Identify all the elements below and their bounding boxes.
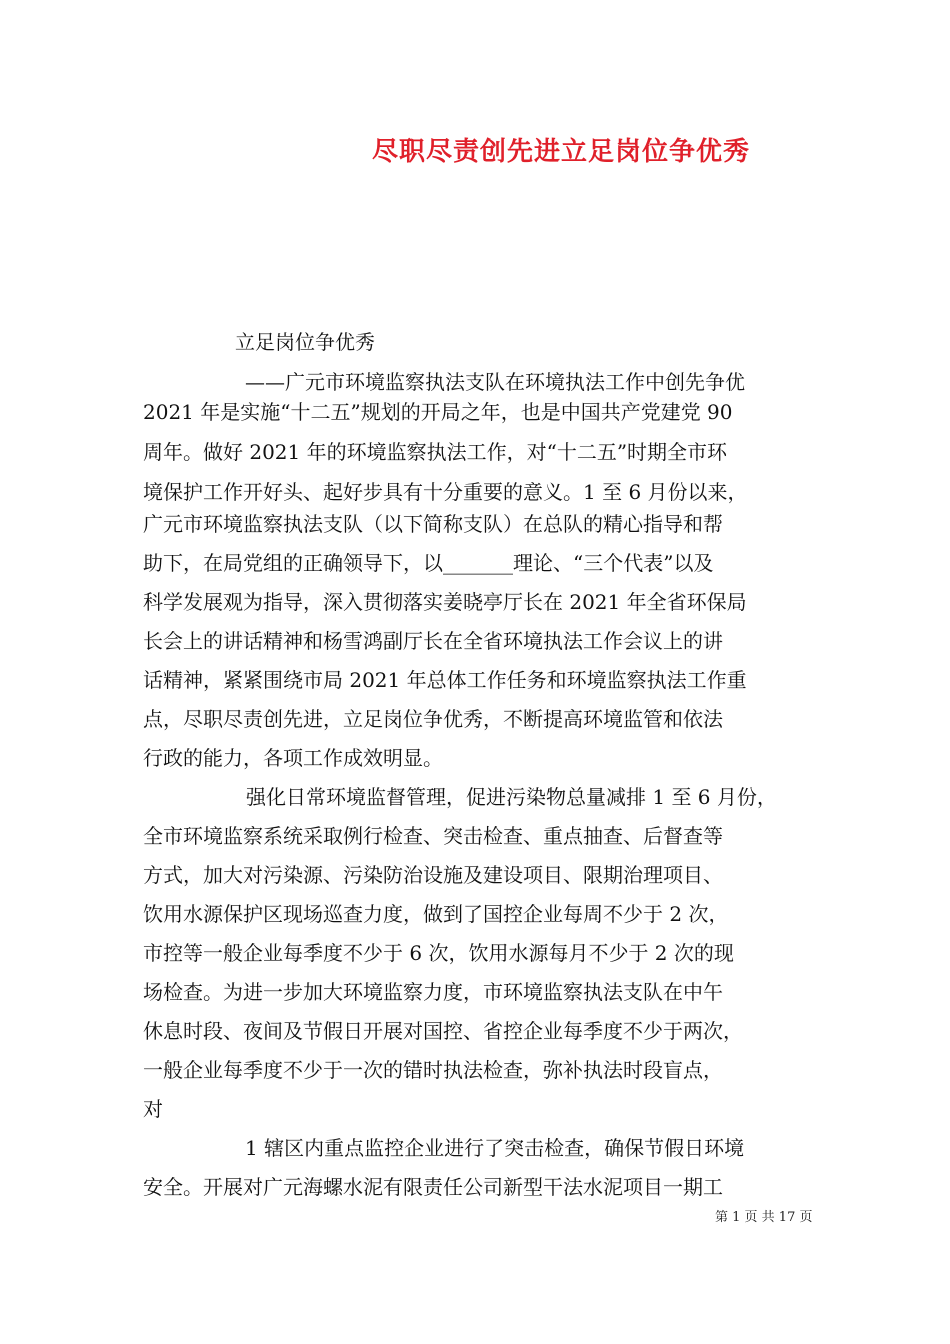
paragraph-line: 助下，在局党组的正确领导下，以_______理论、“三个代表”以及 <box>143 551 714 575</box>
paragraph-line: 点，尽职尽责创先进，立足岗位争优秀，不断提高环境监管和依法 <box>143 707 723 731</box>
paragraph-line: 全市环境监察系统采取例行检查、突击检查、重点抽查、后督查等 <box>143 824 723 848</box>
paragraph-line: 境保护工作开好头、起好步具有十分重要的意义。1 至 6 月份以来， <box>143 480 748 504</box>
paragraph-line: 科学发展观为指导，深入贯彻落实姜晓亭厅长在 2021 年全省环保局 <box>143 590 747 614</box>
document-title: 尽职尽责创先进立足岗位争优秀 <box>372 137 751 167</box>
paragraph-line: 一般企业每季度不少于一次的错时执法检查，弥补执法时段盲点， <box>143 1058 723 1082</box>
paragraph-line: 安全。开展对广元海螺水泥有限责任公司新型干法水泥项目一期工 <box>143 1175 723 1199</box>
byline: ——广元市环境监察执法支队在环境执法工作中创先争优 <box>245 370 745 394</box>
paragraph-line: 市控等一般企业每季度不少于 6 次，饮用水源每月不少于 2 次的现 <box>143 941 734 965</box>
subtitle: 立足岗位争优秀 <box>235 330 375 354</box>
paragraph-line: 广元市环境监察执法支队（以下简称支队）在总队的精心指导和帮 <box>143 512 723 536</box>
paragraph-line: 休息时段、夜间及节假日开展对国控、省控企业每季度不少于两次， <box>143 1019 743 1043</box>
paragraph-line: 行政的能力，各项工作成效明显。 <box>143 746 443 770</box>
paragraph-line: 强化日常环境监督管理，促进污染物总量减排 1 至 6 月份， <box>246 785 777 809</box>
paragraph-line: 方式，加大对污染源、污染防治设施及建设项目、限期治理项目、 <box>143 863 723 887</box>
paragraph-line: 1 辖区内重点监控企业进行了突击检查，确保节假日环境 <box>245 1136 745 1160</box>
paragraph-line: 对 <box>143 1097 163 1121</box>
paragraph-line: 2021 年是实施“十二五”规划的开局之年，也是中国共产党建党 90 <box>143 400 733 424</box>
paragraph-line: 饮用水源保护区现场巡查力度，做到了国控企业每周不少于 2 次， <box>143 902 729 926</box>
page-number-footer: 第 1 页 共 17 页 <box>715 1210 813 1225</box>
paragraph-line: 周年。做好 2021 年的环境监察执法工作，对“十二五”时期全市环 <box>143 440 728 464</box>
paragraph-line: 话精神，紧紧围绕市局 2021 年总体工作任务和环境监察执法工作重 <box>143 668 747 692</box>
paragraph-line: 场检查。为进一步加大环境监察力度，市环境监察执法支队在中午 <box>143 980 723 1004</box>
paragraph-line: 长会上的讲话精神和杨雪鸿副厅长在全省环境执法工作会议上的讲 <box>143 629 723 653</box>
